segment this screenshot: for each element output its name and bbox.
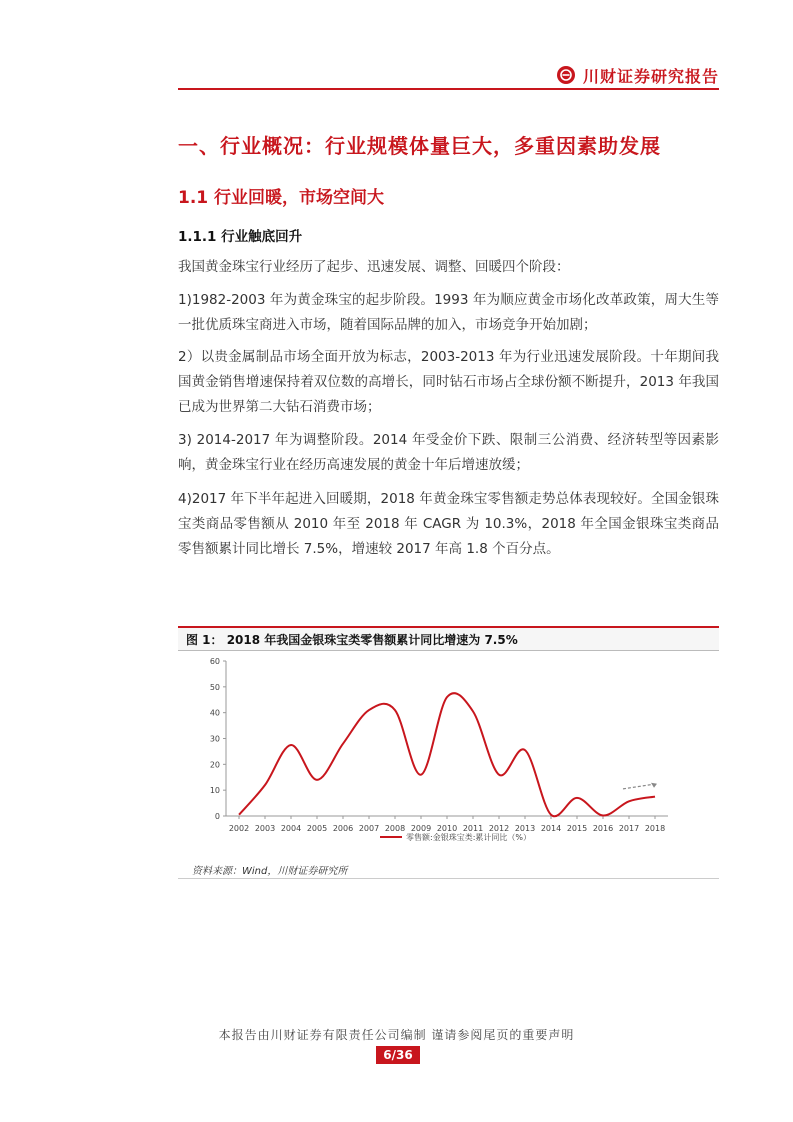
section-heading-2: 1.1 行业回暖，市场空间大 (178, 188, 385, 208)
figure-title-bar (178, 626, 719, 651)
x-tick-label: 2004 (280, 824, 302, 833)
paragraph-stage-1: 1)1982-2003 年为黄金珠宝的起步阶段。1993 年为顺应黄金市场化改革政策，周大生等一批优质珠宝商进入市场，随着国际品牌的加入，市场竞争开始加剧； (178, 292, 719, 333)
brand-logo-icon (557, 66, 575, 84)
y-tick-label: 40 (209, 708, 220, 718)
figure-title: 图 1： 2018 年我国金银珠宝类零售额累计同比增速为 7.5% (186, 633, 518, 647)
figure-source: 资料来源：Wind，川财证券研究所 (192, 866, 348, 877)
header-divider (178, 88, 719, 90)
y-tick-label: 60 (209, 657, 220, 666)
x-tick-label: 2008 (384, 824, 406, 833)
section-heading-3: 1.1.1 行业触底回升 (178, 229, 303, 245)
trend-arrow-line (623, 784, 657, 789)
paragraph-stage-4: 4)2017 年下半年起进入回暖期，2018 年黄金珠宝零售额走势总体表现较好。全国金银珠宝类商品零售额从 2010 年至 2018 年 CAGR 为 10.3%，2018 年全国金银珠宝类商品零售额累计同比增长 7.5%，增速较 2017 年高 1.8 个百分点。 (178, 491, 719, 557)
trend-arrow-icon (651, 783, 657, 788)
y-tick-label: 30 (209, 734, 220, 744)
y-tick-label: 50 (209, 682, 220, 692)
x-tick-label: 2015 (566, 824, 588, 833)
x-tick-label: 2014 (540, 824, 562, 833)
x-tick-label: 2011 (462, 824, 484, 833)
x-tick-label: 2006 (332, 824, 354, 833)
paragraph-stage-3: 3) 2014-2017 年为调整阶段。2014 年受金价下跌、限制三公消费、经济转型等因素影响，黄金珠宝行业在经历高速发展的黄金十年后增速放缓； (178, 432, 719, 473)
footer-disclaimer: 本报告由川财证券有限责任公司编制 谨请参阅尾页的重要声明 (218, 1028, 575, 1042)
x-tick-label: 2012 (488, 824, 510, 833)
x-tick-label: 2018 (644, 824, 666, 833)
paragraph-stage-2: 2）以贵金属制品市场全面开放为标志，2003-2013 年为行业迅速发展阶段。十年期间我国黄金销售增速保持着双位数的高增长，同时钻石市场占全球份额不断提升，2013 年我国已成为世界第二大钻石消费市场； (178, 349, 719, 415)
x-tick-label: 2009 (410, 824, 432, 833)
x-tick-label: 2016 (592, 824, 614, 833)
x-tick-label: 2010 (436, 824, 458, 833)
report-header (557, 64, 719, 86)
paragraph-intro: 我国黄金珠宝行业经历了起步、迅速发展、调整、回暖四个阶段： (178, 259, 570, 275)
source-divider (178, 878, 719, 879)
x-tick-label: 2017 (618, 824, 640, 833)
y-tick-label: 10 (209, 786, 220, 796)
legend-label: 零售额:金银珠宝类:累计同比（%） (406, 833, 531, 842)
y-tick-label: 0 (214, 812, 220, 821)
x-tick-label: 2002 (228, 824, 250, 833)
y-tick-label: 20 (209, 760, 220, 770)
page-number: 6/36 (376, 1046, 420, 1064)
x-tick-label: 2007 (358, 824, 380, 833)
series-line (239, 693, 655, 816)
x-tick-label: 2003 (254, 824, 276, 833)
line-chart (190, 652, 680, 852)
section-heading-1: 一、行业概况：行业规模体量巨大，多重因素助发展 (178, 134, 661, 158)
x-tick-label: 2013 (514, 824, 536, 833)
brand-name: 川财证券研究报告 (582, 66, 719, 86)
x-tick-label: 2005 (306, 824, 328, 833)
